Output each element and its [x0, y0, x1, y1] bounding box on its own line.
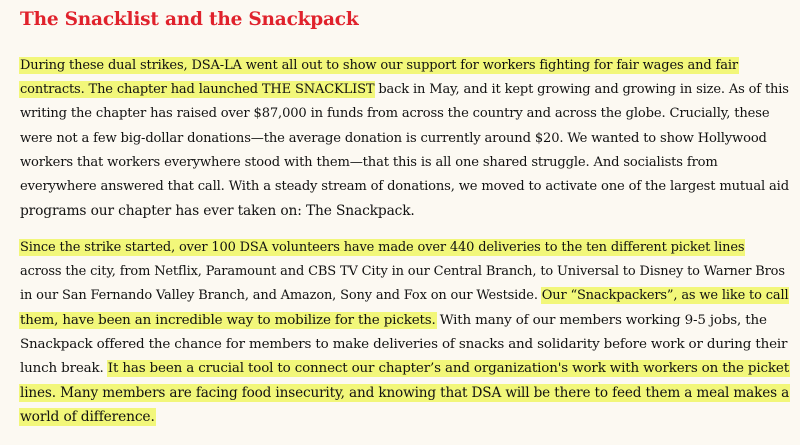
paragraph-snacklist [20, 54, 789, 223]
text-line [20, 236, 789, 260]
text-line [20, 309, 789, 333]
paragraph-snackpack [20, 236, 789, 430]
text-line: Snackpack offered the chance for members to make deliveries of snacks and solidarity before work or during their [20, 336, 788, 352]
text-line [20, 357, 789, 381]
highlighted-text: world of difference. [20, 409, 155, 426]
text-line [20, 54, 789, 78]
highlighted-text: contracts. The chapter had launched THE SNACKLIST [20, 82, 375, 98]
text-segment: lunch break. [20, 360, 108, 376]
highlighted-text: Our “Snackpackers”, as we like to call [541, 288, 789, 304]
highlighted-text: them, have been an incredible way to mobilize for the pickets. [20, 312, 436, 328]
highlighted-text: lines. Many members are facing food insecurity, and knowing that DSA will be there to feed them a meal makes a [20, 385, 790, 402]
text-segment: in our San Fernando Valley Branch, and Amazon, Sony and Fox on our Westside. [20, 288, 542, 304]
text-line [20, 405, 789, 429]
text-line [20, 284, 789, 308]
text-line: writing the chapter has raised over $87,000 in funds from across the country and across the globe. Crucially, these [20, 106, 770, 122]
text-line [20, 381, 789, 405]
section-heading: The Snacklist and the Snackpack [20, 9, 359, 30]
text-line: workers that workers everywhere stood with them—that this is all one shared struggle. And socialists from [20, 154, 718, 170]
text-line: were not a few big-dollar donations—the average donation is currently around $20. We wanted to show Hollywood [20, 130, 767, 146]
highlighted-text: It has been a crucial tool to connect our chapter’s and organization's work with workers on the picket [107, 360, 789, 376]
highlighted-text: During these dual strikes, DSA-LA went all out to show our support for workers fighting for fair wages and fair [20, 58, 738, 73]
text-line: across the city, from Netflix, Paramount and CBS TV City in our Central Branch, to Universal to Disney to Warner Bros [20, 264, 785, 280]
text-line [20, 78, 789, 102]
highlighted-text: Since the strike started, over 100 DSA volunteers have made over 440 deliveries to the ten different picket lines [20, 240, 745, 255]
text-line: everywhere answered that call. With a steady stream of donations, we moved to activate one of the largest mutual aid [20, 178, 789, 194]
text-segment: back in May, and it kept growing and growing in size. As of this [374, 82, 789, 98]
text-line: programs our chapter has ever taken on: The Snackpack. [20, 203, 415, 220]
text-segment: With many of our members working 9-5 jobs, the [435, 312, 767, 328]
